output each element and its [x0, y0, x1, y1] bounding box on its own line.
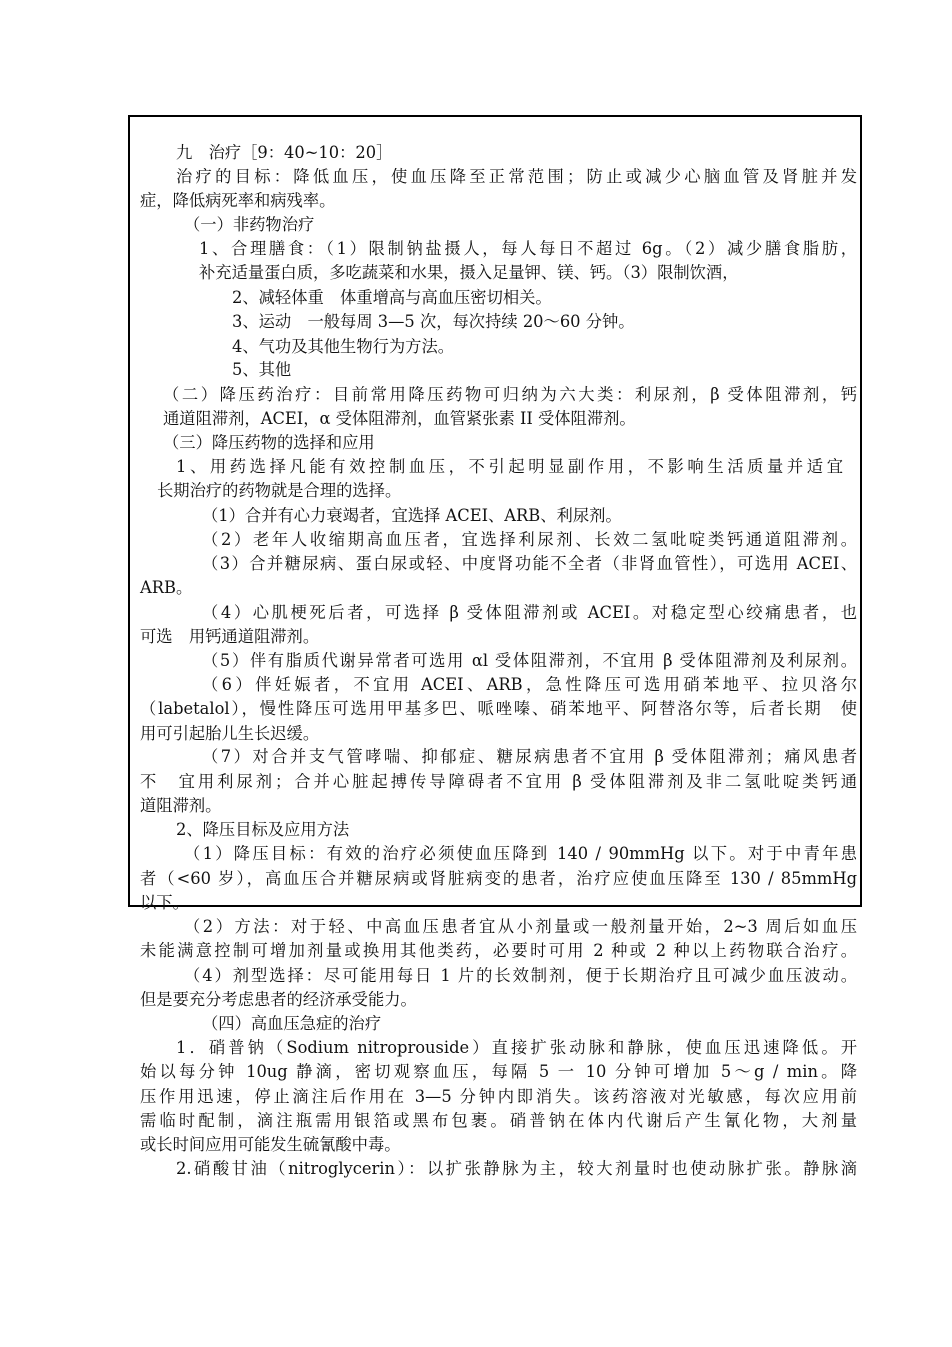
text-line: 道阻滞剂。: [140, 796, 222, 815]
text-line: 九 治疗［9：40~10：20］: [176, 143, 393, 162]
text-line: 以下。: [140, 893, 189, 912]
text-line: 长期治疗的药物就是合理的选择。: [157, 481, 402, 500]
text-line: 者（<60 岁），高血压合并糖尿病或肾脏病变的患者，治疗应使血压降至 130 / 85mmHg: [140, 869, 857, 888]
text-line: 2、减轻体重 体重增高与高血压密切相关。: [232, 288, 552, 307]
text-line: 1、合理膳食：（1）限制钠盐摄人，每人每日不超过 6g。（2）减少膳食脂肪，: [199, 239, 857, 258]
text-line: （5）伴有脂质代谢异常者可选用 αl 受体阻滞剂，不宜用 β 受体阻滞剂及利尿剂。: [202, 651, 857, 670]
text-line: 可选 用钙通道阻滞剂。: [140, 627, 320, 646]
text-line: 始以每分钟 10ug 静滴，密切观察血压，每隔 5 一 10 分钟可增加 5～g / min。降: [140, 1062, 857, 1081]
text-line: （2）方法：对于轻、中高血压患者宜从小剂量或一般剂量开始，2~3 周后如血压: [184, 917, 857, 936]
text-line: 不 宜用利尿剂；合并心脏起搏传导障碍者不宜用 β 受体阻滞剂及非二氢吡啶类钙通: [140, 772, 857, 791]
text-line: （三）降压药物的选择和应用: [163, 433, 375, 452]
text-line: （6）伴妊娠者，不宜用 ACEI、ARB，急性降压可选用硝苯地平、拉贝洛尔: [202, 675, 857, 694]
text-line: （一）非药物治疗: [184, 215, 315, 234]
text-line: （7）对合并支气管哮喘、抑郁症、糖尿病患者不宜用 β 受体阻滞剂；痛风患者: [202, 747, 857, 766]
text-line: 症，降低病死率和病残率。: [140, 191, 336, 210]
text-line: 未能满意控制可增加剂量或换用其他类药，必要时可用 2 种或 2 种以上药物联合治疗。: [140, 941, 857, 960]
text-line: 需临时配制，滴注瓶需用银箔或黑布包裹。硝普钠在体内代谢后产生氰化物，大剂量: [140, 1111, 857, 1130]
text-line: 3、运动 一般每周 3—5 次，每次持续 20～60 分钟。: [232, 312, 635, 331]
text-line: （1）合并有心力衰竭者，宜选择 ACEI、ARB、利尿剂。: [202, 506, 622, 525]
text-line: 治疗的目标：降低血压，使血压降至正常范围；防止或减少心脑血管及肾脏并发: [176, 167, 857, 186]
text-line: 1、用药选择凡能有效控制血压，不引起明显副作用，不影响生活质量并适宜: [176, 457, 843, 476]
text-line: 或长时间应用可能发生硫氰酸中毒。: [140, 1135, 401, 1154]
text-line: （labetalol），慢性降压可选用甲基多巴、哌唑嗪、硝苯地平、阿替洛尔等，后者长期 使: [140, 699, 857, 718]
text-line: （4）剂型选择：尽可能用每日 1 片的长效制剂，便于长期治疗且可减少血压波动。: [184, 966, 857, 985]
text-line: 1．硝普钠（Sodium nitroprouside）直接扩张动脉和静脉，使血压迅速降低。开: [176, 1038, 857, 1057]
text-line: 但是要充分考虑患者的经济承受能力。: [140, 990, 417, 1009]
text-line: 4、气功及其他生物行为方法。: [232, 337, 455, 356]
text-line: 补充适量蛋白质，多吃蔬菜和水果，摄入足量钾、镁、钙。（3）限制饮酒，: [199, 263, 739, 282]
text-line: 用可引起胎儿生长迟缓。: [140, 724, 320, 743]
text-line: 2、降压目标及应用方法: [176, 820, 350, 839]
text-line: 2.硝酸甘油（nitroglycerin）：以扩张静脉为主，较大剂量时也使动脉扩张。静脉滴: [176, 1159, 857, 1178]
text-line: 5、其他: [232, 360, 292, 379]
text-line: ARB。: [140, 578, 193, 597]
text-line: （2）老年人收缩期高血压者，宜选择利尿剂、长效二氢吡啶类钙通道阻滞剂。: [202, 530, 857, 549]
text-line: （二）降压药治疗：目前常用降压药物可归纳为六大类：利尿剂，β 受体阻滞剂，钙: [163, 385, 857, 404]
text-line: （1）降压目标：有效的治疗必须使血压降到 140 / 90mmHg 以下。对于中青年患: [184, 844, 857, 863]
text-line: 压作用迅速，停止滴注后作用在 3—5 分钟内即消失。该药溶液对光敏感，每次应用前: [140, 1087, 857, 1106]
text-line: （四）高血压急症的治疗: [202, 1014, 382, 1033]
text-line: （3）合并糖尿病、蛋白尿或轻、中度肾功能不全者（非肾血管性），可选用 ACEI、: [202, 554, 857, 573]
text-line: 通道阻滞剂，ACEI，α 受体阻滞剂，血管紧张素 II 受体阻滞剂。: [163, 409, 636, 428]
text-line: （4）心肌梗死后者，可选择 β 受体阻滞剂或 ACEI。对稳定型心绞痛患者，也: [202, 603, 857, 622]
